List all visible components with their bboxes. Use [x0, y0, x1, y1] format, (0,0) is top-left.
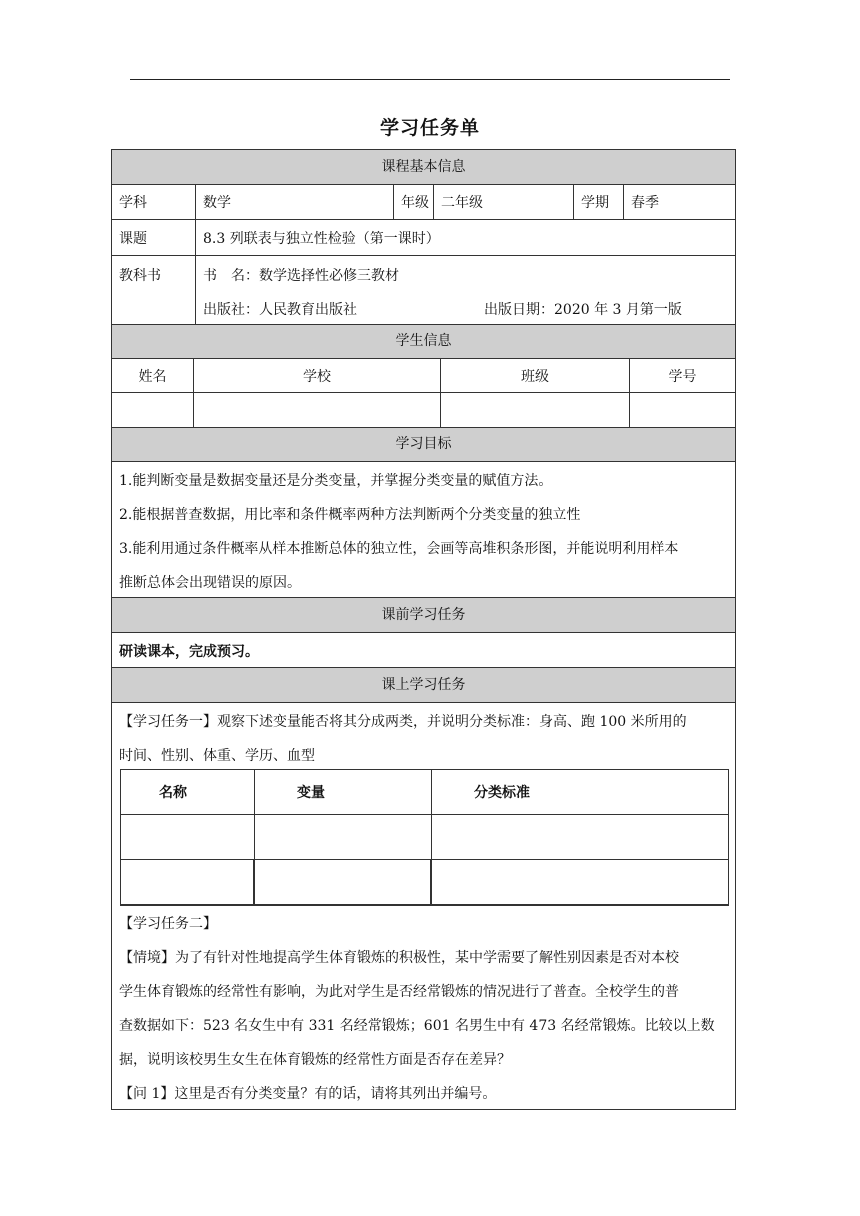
scenario-line: 【情境】为了有针对性地提高学生体育锻炼的积极性，某中学需要了解性别因素是否对本校 — [119, 950, 679, 966]
goal-item: 推断总体会出现错误的原因。 — [119, 575, 301, 591]
column-student-id: 学号 — [668, 368, 697, 385]
header-variable: 变量 — [255, 770, 432, 814]
subject-label: 学科 — [112, 185, 196, 219]
term-label: 学期 — [574, 185, 624, 219]
header-criteria: 分类标准 — [474, 785, 530, 801]
column-school: 学校 — [194, 359, 441, 392]
variable-cell[interactable] — [255, 860, 432, 905]
student-class-field[interactable] — [441, 393, 630, 427]
variable-classification-table — [120, 769, 729, 906]
table-row — [121, 860, 728, 905]
scenario-line: 查数据如下：523 名女生中有 331 名经常锻炼；601 名男生中有 473 名经常锻炼。比较以上数 — [119, 1018, 715, 1034]
variable-cell[interactable] — [255, 815, 432, 859]
student-input-row — [112, 393, 735, 428]
task-sheet-table — [111, 149, 736, 1110]
column-name: 姓名 — [112, 359, 194, 392]
header-rule — [130, 79, 730, 80]
publisher: 出版社：人民教育出版社 — [203, 302, 357, 318]
section-header-student-info — [112, 325, 735, 359]
criteria-cell[interactable] — [432, 815, 728, 859]
student-id-field[interactable] — [630, 393, 735, 427]
topic-label: 课题 — [112, 220, 196, 255]
question-1: 【问 1】这里是否有分类变量？有的话，请将其列出并编号。 — [119, 1086, 497, 1102]
student-columns-row — [112, 359, 735, 393]
scenario-line: 据，说明该校男生女生在体育锻炼的经常性方面是否存在差异？ — [119, 1052, 511, 1068]
goal-item: 3.能利用通过条件概率从样本推断总体的独立性，会画等高堆积条形图，并能说明利用样本 — [119, 541, 679, 557]
student-school-field[interactable] — [194, 393, 441, 427]
task1-text-line2: 时间、性别、体重、学历、血型 — [119, 748, 315, 764]
course-row-textbook — [112, 256, 735, 325]
textbook-detail-cell — [196, 256, 735, 324]
section-header-label: 学生信息 — [395, 333, 452, 349]
course-row-subject — [112, 185, 735, 220]
term-value: 春季 — [631, 195, 659, 211]
topic-value: 8.3 列联表与独立性检验（第一课时） — [203, 230, 440, 247]
grade-label: 年级 — [394, 185, 434, 219]
column-class: 班级 — [441, 359, 630, 392]
section-header-label: 课程基本信息 — [381, 159, 466, 175]
page-title: 学习任务单 — [379, 117, 480, 139]
task2-title: 【学习任务二】 — [119, 916, 217, 932]
publication-date: 出版日期：2020 年 3 月第一版 — [484, 302, 682, 318]
goals-content — [112, 462, 735, 598]
section-header-in-class — [112, 668, 735, 703]
section-header-label: 课前学习任务 — [381, 607, 466, 623]
section-header-goals — [112, 428, 735, 462]
name-cell[interactable] — [121, 860, 255, 905]
criteria-cell[interactable] — [432, 860, 728, 905]
goal-item: 1.能判断变量是数据变量还是分类变量，并掌握分类变量的赋值方法。 — [119, 473, 553, 489]
task1-text-line1: 【学习任务一】观察下述变量能否将其分成两类，并说明分类标准：身高、跑 100 米所用的 — [119, 714, 687, 730]
section-header-label: 学习目标 — [395, 436, 452, 452]
table-row — [121, 815, 728, 860]
section-header-course-info — [112, 150, 735, 185]
name-cell[interactable] — [121, 815, 255, 859]
book-name: 书 名：数学选择性必修三教材 — [203, 268, 399, 284]
pre-class-task: 研读课本，完成预习。 — [119, 644, 259, 660]
grade-value: 二年级 — [434, 185, 574, 219]
header-name: 名称 — [121, 770, 255, 814]
textbook-label: 教科书 — [119, 268, 161, 284]
table-header-row — [121, 770, 728, 815]
scenario-line: 学生体育锻炼的经常性有影响，为此对学生是否经常锻炼的情况进行了普查。全校学生的普 — [119, 984, 679, 1000]
section-header-pre-class — [112, 598, 735, 633]
subject-value: 数学 — [196, 185, 394, 219]
goal-item: 2.能根据普查数据，用比率和条件概率两种方法判断两个分类变量的独立性 — [119, 507, 581, 523]
textbook-label-cell — [112, 256, 196, 324]
student-name-field[interactable] — [112, 393, 194, 427]
course-row-topic — [112, 220, 735, 256]
pre-class-content — [112, 633, 735, 668]
section-header-label: 课上学习任务 — [381, 677, 466, 693]
